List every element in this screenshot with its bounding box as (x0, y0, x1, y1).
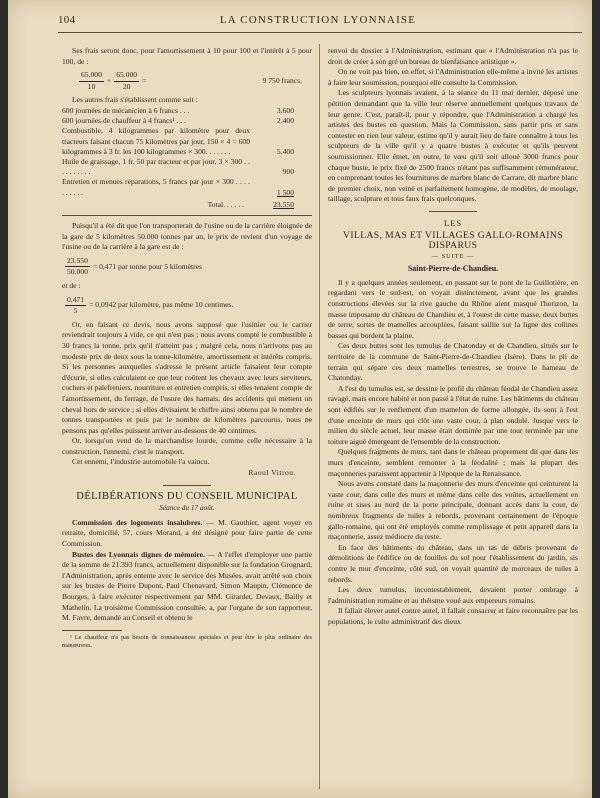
signature: Raoul Vitrou. (248, 468, 296, 478)
page (8, 0, 592, 798)
total-amount: 23.550 (273, 199, 294, 209)
paragraph: Puisqu'il a été dit que l'on transporterait de l'usine ou de la carrière éloignée de la gare de 5 kilomètres 50.000 tonnes par an, le prix de revient d'un voyage de l'usine ou de la carrière à la gare est de : (62, 221, 312, 252)
column-divider (319, 44, 320, 789)
denominator: 5 (73, 306, 78, 316)
total-label: Total. . . . . . (207, 199, 244, 209)
article-title: VILLAS, MAS ET VILLAGES GALLO-ROMAINS DISPARUS (343, 229, 563, 252)
formula-result: = 0,0942 par kilomètre, pas même 10 centimes. (89, 300, 234, 310)
paragraph: En face des bâtiments du château, dans un tas de débris provenant de démolitions de l'édifice ou de fouilles du sol pour l'établissement du jardin, sis contre le mur d'enceinte, côté sud, on voyait quantité de morceaux de tuiles à rebords. (328, 542, 578, 584)
paragraph: Or, lorsqu'on vend de la marchandise lourde, comme celle nécessaire à la construction, l'ennemi, c'est le transport. (62, 436, 312, 456)
article-kicker: LES (443, 217, 463, 228)
paragraph: Or, en faisant ce devis, nous avons supposé que l'usinier ou le carrier reviendrait toujours à vide, ce qui n'est pas ; nous avons compté le combustible à 30 francs la tonne, prix qu'il n'atteint pas ; malgré cela, nous n'arrivons pas au modeste prix de deux sous la tonne-kilomètre, amortissement et intérêts compris. Si les personnes auxquelles s'adresse le présent article faisaient leur compte d'écurie, si elles calculaient ce que leur coûtent les chevaux avec leurs serviteurs, cochers et palefreniers, nourriture et entretien compris, si elles tenaient compte de l'amortissement, du ferrage, de l'usure des harnais, des accidents qui mettent un cheval hors de service ; si elles divisaient le chiffre ainsi obtenu par le nombre de tonnes transportées et puis par le nombre de kilomètres parcourus, nous ne pensons pas qu'elles puissent arriver au-dessous de 40 centimes. (62, 319, 312, 435)
numerator: 0,471 (65, 295, 86, 307)
cost-amount: 2.400 (276, 116, 294, 126)
separator (163, 485, 211, 486)
journal-title: LA CONSTRUCTION LYONNAISE (219, 14, 417, 26)
cost-amount: 1 500 (276, 187, 294, 197)
section-date: Séance du 17 août. (159, 503, 215, 513)
paragraph: Ses frais seront donc, pour l'amortissement à 10 pour 100 et l'intérêt à 5 pour 100, de : (62, 46, 312, 66)
cost-amount: 3.600 (276, 105, 294, 115)
separator (62, 215, 312, 216)
running-header (58, 14, 578, 30)
paragraph: Les deux tumulus, incontestablement, devaient porter ombrage à l'administration romaine et au théisme voué aux empereurs romains. (328, 585, 578, 605)
paragraph: Il y a quelques années seulement, en passant sur le pont de la Guillotière, en regardant vers le sud-est, on voyait distinctement, avant que les grandes constructions élevées sur la rive gauche du Rhône aient masqué l'horizon, la masse imposante du château de Chandieu et, à l'ouest de cette masse, deux buttes de terre, sortes de mamelles accouplées, faisant saillie sur la ligne des collines basses qui bordent la plaine. (328, 277, 578, 340)
numerator: 23.550 (65, 256, 90, 268)
fraction (65, 295, 86, 317)
right-column (328, 46, 578, 627)
cost-label: 600 journées de chauffeur à 4 francs¹ . . . (62, 116, 187, 126)
paragraph-heading: Commission des logements insalubres. (72, 517, 203, 527)
fraction (79, 70, 104, 92)
paragraph-text: — M. Gauthier, agent voyer en retraite, domicilié, 57, cours Morand, a été désigné pour faire partie de cette Commission. (62, 517, 312, 549)
denominator: 50.000 (67, 267, 88, 277)
article-suite: — SUITE — (431, 252, 475, 260)
denominator: 10 (87, 81, 96, 91)
cost-label: Combustible, 4 kilogrammes par kilomètre pour deux tracteurs faisant chacun 75 kilomètres par jour, 150 × 4 = 600 kilogrammes à 3 fr. les 100 kilogrammes × 300. . . . . . . (62, 126, 250, 156)
separator (429, 211, 477, 212)
paragraph-text: — A l'effet d'employer une partie de la somme de 21.393 francs, actuellement disponible sur la fondation Grognard, l'Administration, après entente avec le service des Musées, avait arrêté son choix sur les bustes de Pierre Dupont, Paul Chenavard, Simon Maupin, Clémence de Bourges, à faire exécuter respectivement par MM. Girardet, Devaux, Bailly et Mathelin. La troisième Commission consultée, a, par l'organe de son rapporteur, M. Favre, demandé au Conseil et obtenu le (62, 549, 312, 623)
paragraph: A l'est du tumulus est, se dessine le profil du château féodal de Chandieu assez ravagé, mais encore habité et non passé à l'état de ruine. Les bâtiments du château sont édifiés sur le renflement d'un mamelon de forme allongée, ils sont à l'est d'une enceinte de murs qui clôt une vaste cour, à plan ondulé. Jusque vers le milieu du siècle actuel, leur masse était dominée par une tour terminée par une toiture aiguë émergeant de l'ensemble de la construction. (328, 383, 578, 446)
table-row (62, 177, 312, 197)
paragraph (62, 518, 312, 550)
table-row (62, 126, 312, 157)
plus-sign: + (106, 75, 112, 85)
cost-amount: 900 (282, 167, 294, 177)
fraction (65, 256, 90, 278)
denominator: 20 (122, 81, 131, 91)
formula-result: 9 750 francs. (262, 75, 302, 85)
table-row-total (62, 198, 312, 210)
paragraph: renvoi du dossier à l'Administration, estimant que « l'Administration n'a pas le droit de créer à son gré un bureau de bienfaisance artistique ». (328, 46, 578, 66)
article-subtitle: Saint-Pierre-de-Chandieu. (407, 264, 499, 274)
formula-amortissement (76, 70, 312, 92)
footnote: ¹ Le chauffeur n'a pas besoin de connaissances spéciales et peut être le plus ordinaire des manœuvres. (62, 633, 312, 649)
paragraph: Nous avons constaté dans la maçonnerie des murs d'enceinte qui ceinturent la vaste cour, dans celle des murs et même dans celle des voûtes, actuellement en ruine et sises au nord de la porte principale, donnant accès dans la cour, de nombreux fragments de tuiles à rebords, provenant certainement de l'époque gallo-romaine, qui ont été employés comme remplissage et petit appareil dans la maçonnerie, assez médiocre du reste. (328, 479, 578, 542)
table-row (62, 106, 312, 116)
cost-table (62, 106, 312, 210)
paragraph: Il fallait élever autel contre autel, il fallait consacrer et faire reconnaître par les populations, le culte administratif des dieux (328, 606, 578, 626)
paragraph: Les autres frais s'établissent comme suit : (72, 95, 198, 105)
cost-label: Huile de graissage, 1 fr. 50 par tracteur et par jour, 3 × 300 . . . . . . . . . . (62, 156, 250, 177)
paragraph (62, 550, 312, 624)
cost-label: 600 journées de mécanicien à 6 francs . . . (62, 105, 190, 115)
paragraph-heading: Bustes des Lyonnais dignes de mémoire. (72, 549, 205, 559)
numerator: 65.000 (79, 70, 104, 82)
formula-result: = 0,471 par tonne pour 5 kilomètres (92, 261, 202, 271)
paragraph: Quelques fragments de murs, tant dans le château proprement dit que dans les murs d'enceinte, semblent remonter à la féodalité ; mais la plupart des maçonneries paraissent appartenir à l'époque de la Renaissance. (328, 447, 578, 478)
page-number: 104 (58, 14, 76, 26)
footnote-rule (62, 630, 122, 631)
formula-per-ton (62, 256, 312, 278)
header-rule (58, 32, 582, 33)
formula-per-km (62, 295, 312, 317)
cost-label: Entretien et menues réparations, 5 francs par jour × 300 . . . . . . . . . . (62, 177, 250, 197)
equals-sign: = (142, 75, 147, 85)
fraction (114, 70, 139, 92)
paragraph: Ces deux buttes sont les tumulus de Chatonday et de Chandieu, situés sur le territoire de la commune de Saint-Pierre-de-Chandieu (Isère). Dans le pli de terrain qui sépare ces deux mamelles terrestres, se trouve le hameau de Chatonday. (328, 341, 578, 383)
paragraph: Cet ennemi, l'industrie automobile l'a vaincu. (72, 457, 210, 467)
table-row (62, 157, 312, 177)
numerator: 65.000 (114, 70, 139, 82)
section-title: DÉLIBÉRATIONS DU CONSEIL MUNICIPAL (76, 490, 298, 502)
table-row (62, 116, 312, 126)
left-column (62, 46, 312, 650)
paragraph: Les sculpteurs lyonnais avaient, à la séance du 11 mai dernier, déposé une pétition demandant que la ville leur réserve annuellement quelques travaux de leur genre. C'est, paraît-il, pour y répondre, que l'Administration a chargé les artistes des bustes en question. Mais la Commission, sans partir pris et sans contester en rien leur valeur, estime qu'il y aurait lieu de faire connaître à tous les sculpteurs de la ville qu'il y a quatre bustes à exécuter et qu'ils peuvent soumissionner. Elle émet, en outre, le vœu qu'il soit alloué 3000 francs pour chaque buste, le prix fixé de 2500 francs n'étant pas suffisamment rémunérateur, en comprenant toutes les fournitures de marbre blanc de Carrare, dit marbre blanc de premier choix, non veiné et parfaitement homogène, de modèles, de moulage, taillage, sculpture et tous faux frais quelconques. (328, 88, 578, 204)
paragraph: et de : (62, 280, 81, 290)
cost-amount: 5.400 (276, 146, 294, 156)
paragraph: On ne voit pas bien, en effet, si l'Administration elle-même a invité les artistes à faire leur soumission, pourquoi elle consulte la Commission. (328, 67, 578, 87)
